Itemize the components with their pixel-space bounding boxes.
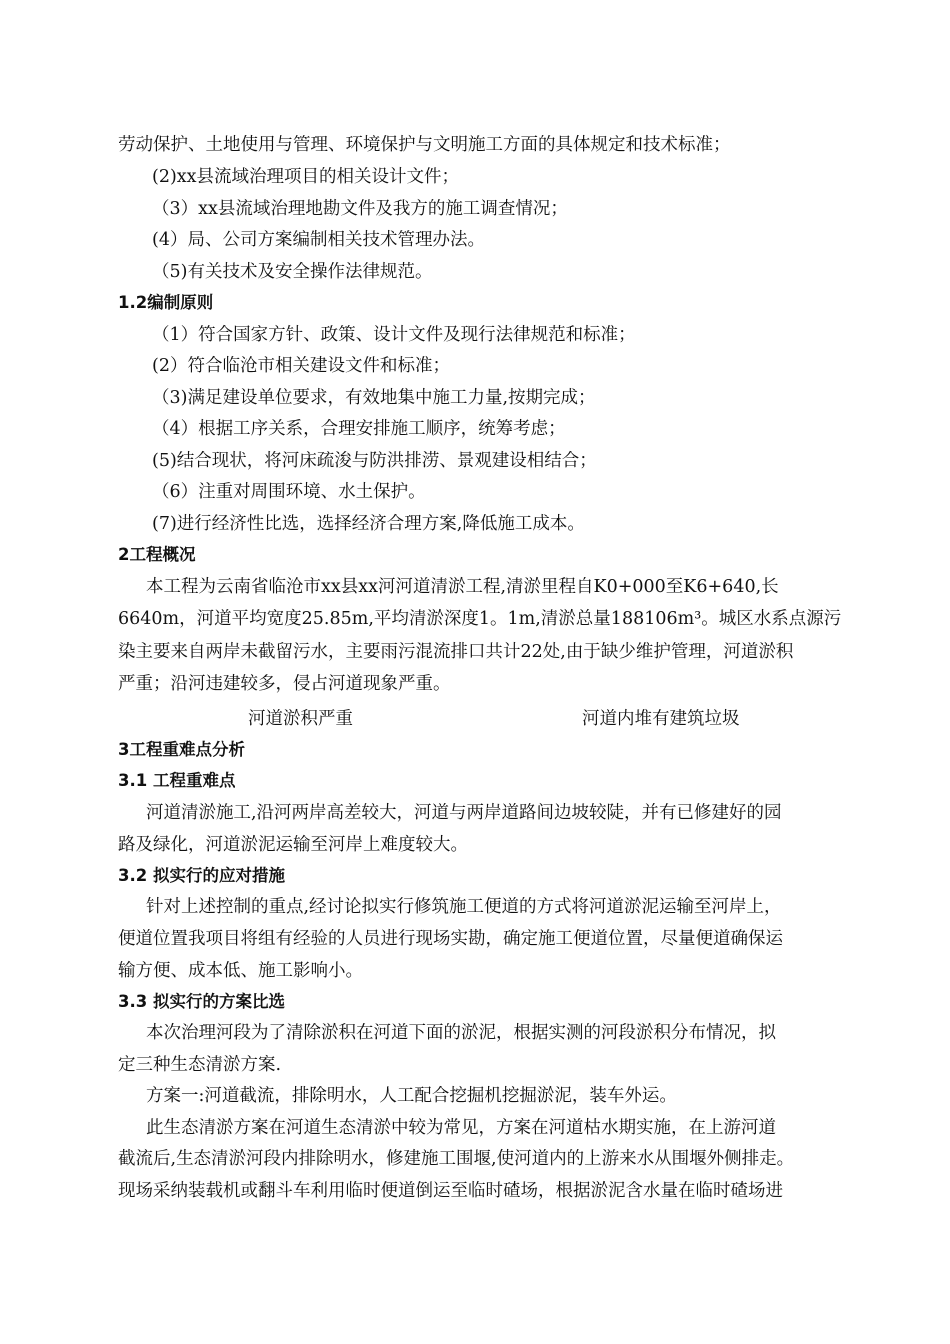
list-item: （1）符合国家方针、政策、设计文件及现行法律规范和标准； bbox=[152, 325, 636, 345]
body-text-line: 严重；沿河违建较多，侵占河道现象严重。 bbox=[118, 674, 451, 694]
body-text-line: 本次治理河段为了清除淤积在河道下面的淤泥，根据实测的河段淤积分布情况，拟 bbox=[146, 1023, 776, 1043]
list-item: （4）根据工序关系，合理安排施工顺序，统筹考虑； bbox=[152, 419, 566, 439]
body-text-line: 输方便、成本低、施工影响小。 bbox=[118, 961, 363, 981]
body-text-line: 6640m，河道平均宽度25.85m,平均清淤深度1。1m,清淤总量188106m³。城区水系点源污 bbox=[118, 609, 842, 629]
subsection-heading: 3.1 工程重难点 bbox=[118, 771, 236, 790]
body-text-line: 路及绿化，河道淤泥运输至河岸上难度较大。 bbox=[118, 835, 468, 855]
body-text-line: 河道清淤施工,沿河两岸高差较大，河道与两岸道路间边坡较陡，并有已修建好的园 bbox=[146, 803, 782, 823]
body-text-line: 定三种生态清淤方案. bbox=[118, 1055, 282, 1075]
body-text-line: 方案一:河道截流，排除明水，人工配合挖掘机挖掘淤泥，装车外运。 bbox=[146, 1086, 677, 1106]
image-caption-left: 河道淤积严重 bbox=[248, 709, 353, 729]
body-text-line: 便道位置我项目将组有经验的人员进行现场实勘，确定施工便道位置，尽量便道确保运 bbox=[118, 929, 783, 949]
body-text-line: 现场采纳装载机或翻斗车利用临时便道倒运至临时碴场，根据淤泥含水量在临时碴场进 bbox=[118, 1181, 783, 1201]
section-heading: 2工程概况 bbox=[118, 545, 196, 564]
list-item: (2）符合临沧市相关建设文件和标准； bbox=[152, 356, 450, 376]
list-item: （5)有关技术及安全操作法律规范。 bbox=[152, 262, 433, 282]
image-caption-right: 河道内堆有建筑垃圾 bbox=[582, 709, 740, 729]
body-text-line: 本工程为云南省临沧市xx县xx河河道清淤工程,清淤里程自K0+000至K6+640,长 bbox=[146, 577, 779, 597]
section-heading: 3工程重难点分析 bbox=[118, 740, 245, 759]
list-item: (2)xx县流域治理项目的相关设计文件； bbox=[152, 167, 460, 187]
list-item: （3）xx县流域治理地勘文件及我方的施工调查情况； bbox=[152, 199, 568, 219]
subsection-heading: 3.2 拟实行的应对措施 bbox=[118, 866, 285, 885]
list-item: （6）注重对周围环境、水土保护。 bbox=[152, 482, 426, 502]
body-text-line: 此生态清淤方案在河道生态清淤中较为常见，方案在河道枯水期实施，在上游河道 bbox=[146, 1118, 776, 1138]
list-item: (7)进行经济性比选，选择经济合理方案,降低施工成本。 bbox=[152, 514, 585, 534]
list-item: （3)满足建设单位要求，有效地集中施工力量,按期完成； bbox=[152, 388, 596, 408]
list-item: (5)结合现状，将河床疏浚与防洪排涝、景观建设相结合； bbox=[152, 451, 597, 471]
body-text-line: 染主要来自两岸未截留污水，主要雨污混流排口共计22处,由于缺少维护管理，河道淤积 bbox=[118, 642, 794, 662]
list-item: (4）局、公司方案编制相关技术管理办法。 bbox=[152, 230, 485, 250]
body-text-line: 针对上述控制的重点,经讨论拟实行修筑施工便道的方式将河道淤泥运输至河岸上， bbox=[146, 897, 782, 917]
body-text-line: 截流后,生态清淤河段内排除明水，修建施工围堰,使河道内的上游来水从围堰外侧排走。 bbox=[118, 1149, 795, 1169]
section-heading: 1.2编制原则 bbox=[118, 293, 214, 312]
subsection-heading: 3.3 拟实行的方案比选 bbox=[118, 992, 285, 1011]
body-text-line: 劳动保护、土地使用与管理、环境保护与文明施工方面的具体规定和技术标准； bbox=[118, 135, 731, 155]
